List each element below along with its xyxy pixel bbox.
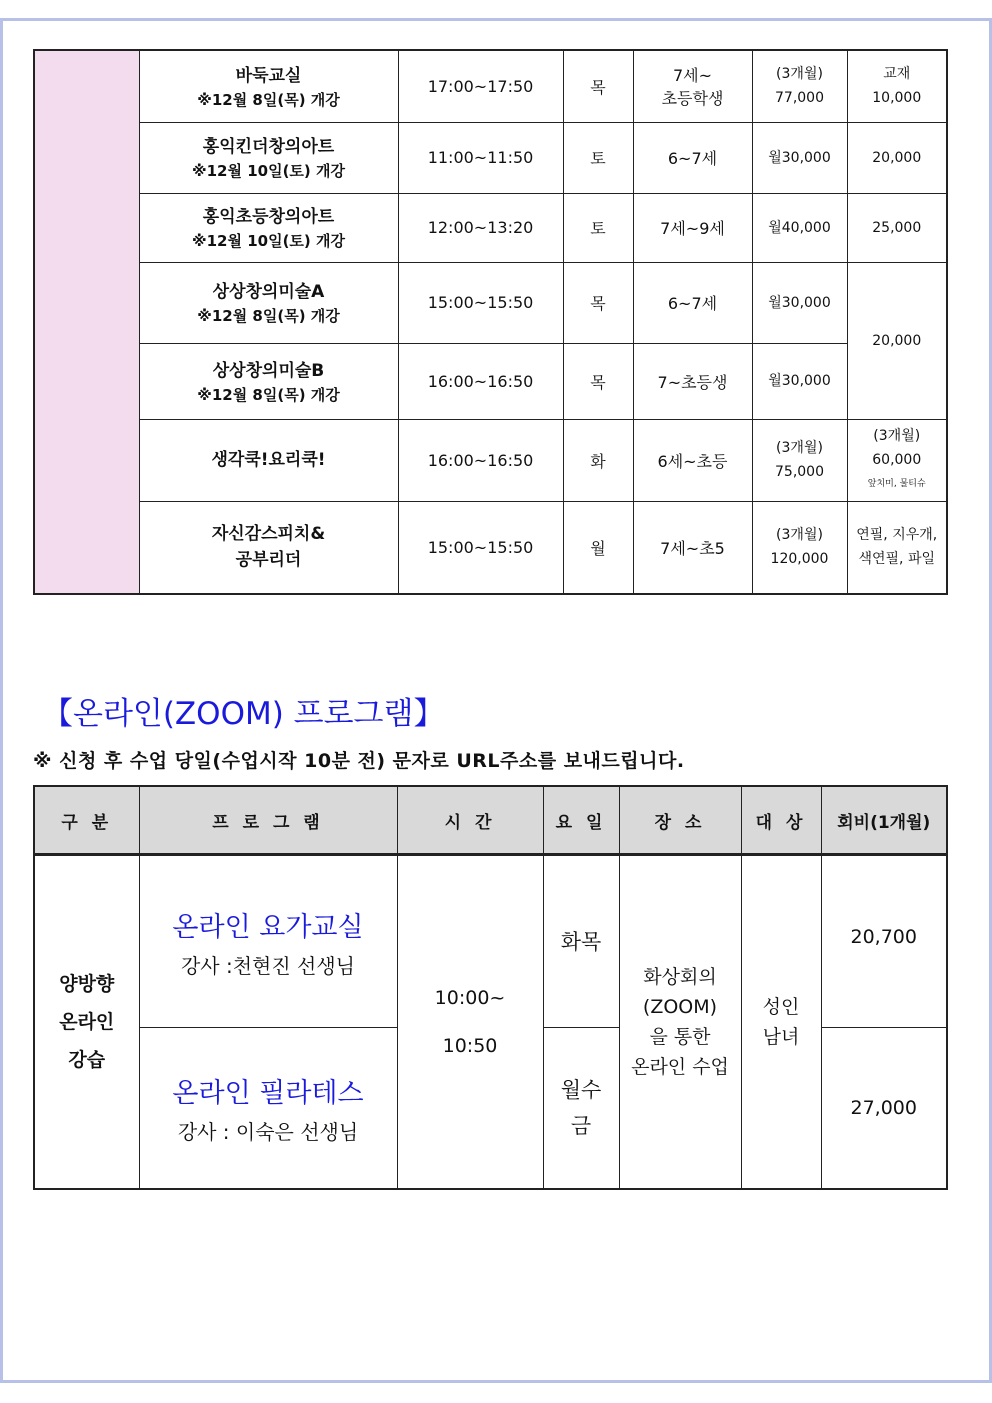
header-target: 대 상	[741, 786, 821, 855]
table-row	[34, 262, 947, 343]
header-place: 장 소	[619, 786, 741, 855]
day-cell: 월	[563, 501, 633, 594]
material-cell: 연필, 지우개, 색연필, 파일	[847, 501, 947, 594]
day-cell: 월수 금	[543, 1028, 619, 1189]
program-name-cell: 자신감스피치& 공부리더	[139, 501, 398, 594]
target-cell: 6~7세	[633, 262, 752, 343]
program-name-cell: 생각쿡!요리쿡!	[139, 419, 398, 501]
program-cell	[139, 855, 397, 1028]
page-border-bottom	[0, 1380, 992, 1383]
fee-cell: 27,000	[821, 1028, 947, 1189]
time-cell: 16:00~16:50	[398, 419, 563, 501]
day-cell: 화목	[543, 855, 619, 1028]
time-cell: 10:00~ 10:50	[397, 855, 543, 1189]
time-cell: 15:00~15:50	[398, 501, 563, 594]
page-border-top	[0, 18, 992, 21]
program-name-cell: 상상창의미술B ※12월 8일(목) 개강	[139, 343, 398, 419]
program-cell	[139, 1028, 397, 1189]
program-name-cell: 홍익초등창의아트 ※12월 10일(토) 개강	[139, 193, 398, 262]
fee-cell: 월30,000	[752, 343, 847, 419]
table-row	[34, 501, 947, 594]
day-cell: 목	[563, 50, 633, 122]
instructor: 강사 : 이숙은 선생님	[177, 1119, 359, 1144]
header-category: 구 분	[34, 786, 139, 855]
fee-cell: (3개월) 120,000	[752, 501, 847, 594]
target-cell: 7세~ 초등학생	[633, 50, 752, 122]
table-row	[34, 419, 947, 501]
target-cell: 성인 남녀	[741, 855, 821, 1189]
page-border-left	[0, 18, 3, 1383]
time-cell: 15:00~15:50	[398, 262, 563, 343]
time-cell: 11:00~11:50	[398, 122, 563, 193]
target-cell: 7~초등생	[633, 343, 752, 419]
target-cell: 7세~9세	[633, 193, 752, 262]
category-cell	[34, 50, 139, 594]
table-row	[34, 343, 947, 419]
online-program-table	[33, 785, 948, 1190]
category-cell: 양방향 온라인 강습	[34, 855, 139, 1189]
time-cell: 16:00~16:50	[398, 343, 563, 419]
target-cell: 6~7세	[633, 122, 752, 193]
material-cell: 25,000	[847, 193, 947, 262]
material-cell: (3개월) 60,000 앞치미, 물티슈	[847, 419, 947, 501]
target-cell: 6세~초등	[633, 419, 752, 501]
material-cell: 교재 10,000	[847, 50, 947, 122]
header-fee: 회비(1개월)	[821, 786, 947, 855]
fee-cell: (3개월) 77,000	[752, 50, 847, 122]
time-cell: 17:00~17:50	[398, 50, 563, 122]
program-name-cell: 바둑교실 ※12월 8일(목) 개강	[139, 50, 398, 122]
program-name: 온라인 필라테스	[172, 1077, 364, 1109]
table-header-row	[34, 786, 947, 855]
target-cell: 7세~초5	[633, 501, 752, 594]
header-day: 요 일	[543, 786, 619, 855]
header-time: 시 간	[397, 786, 543, 855]
online-section-title: 【온라인(ZOOM) 프로그램】	[42, 696, 445, 732]
day-cell: 토	[563, 193, 633, 262]
table-row	[34, 855, 947, 1028]
day-cell: 화	[563, 419, 633, 501]
fee-cell: 월30,000	[752, 122, 847, 193]
time-cell: 12:00~13:20	[398, 193, 563, 262]
program-name-cell: 상상창의미술A ※12월 8일(목) 개강	[139, 262, 398, 343]
table-row	[34, 50, 947, 122]
online-notice: ※ 신청 후 수업 당일(수업시작 10분 전) 문자로 URL주소를 보내드립니다.	[33, 750, 685, 772]
day-cell: 목	[563, 343, 633, 419]
table-row	[34, 122, 947, 193]
fee-cell: 20,700	[821, 855, 947, 1028]
table-row	[34, 193, 947, 262]
fee-cell: (3개월) 75,000	[752, 419, 847, 501]
material-cell: 20,000	[847, 122, 947, 193]
material-cell: 20,000	[847, 262, 947, 419]
day-cell: 토	[563, 122, 633, 193]
fee-cell: 월40,000	[752, 193, 847, 262]
day-cell: 목	[563, 262, 633, 343]
instructor: 강사 :천현진 선생님	[180, 953, 355, 978]
header-program: 프 로 그 램	[139, 786, 397, 855]
program-name-cell: 홍익킨더창의아트 ※12월 10일(토) 개강	[139, 122, 398, 193]
fee-cell: 월30,000	[752, 262, 847, 343]
place-cell: 화상회의 (ZOOM) 을 통한 온라인 수업	[619, 855, 741, 1189]
offline-program-table	[33, 49, 948, 595]
program-name: 온라인 요가교실	[172, 911, 364, 943]
